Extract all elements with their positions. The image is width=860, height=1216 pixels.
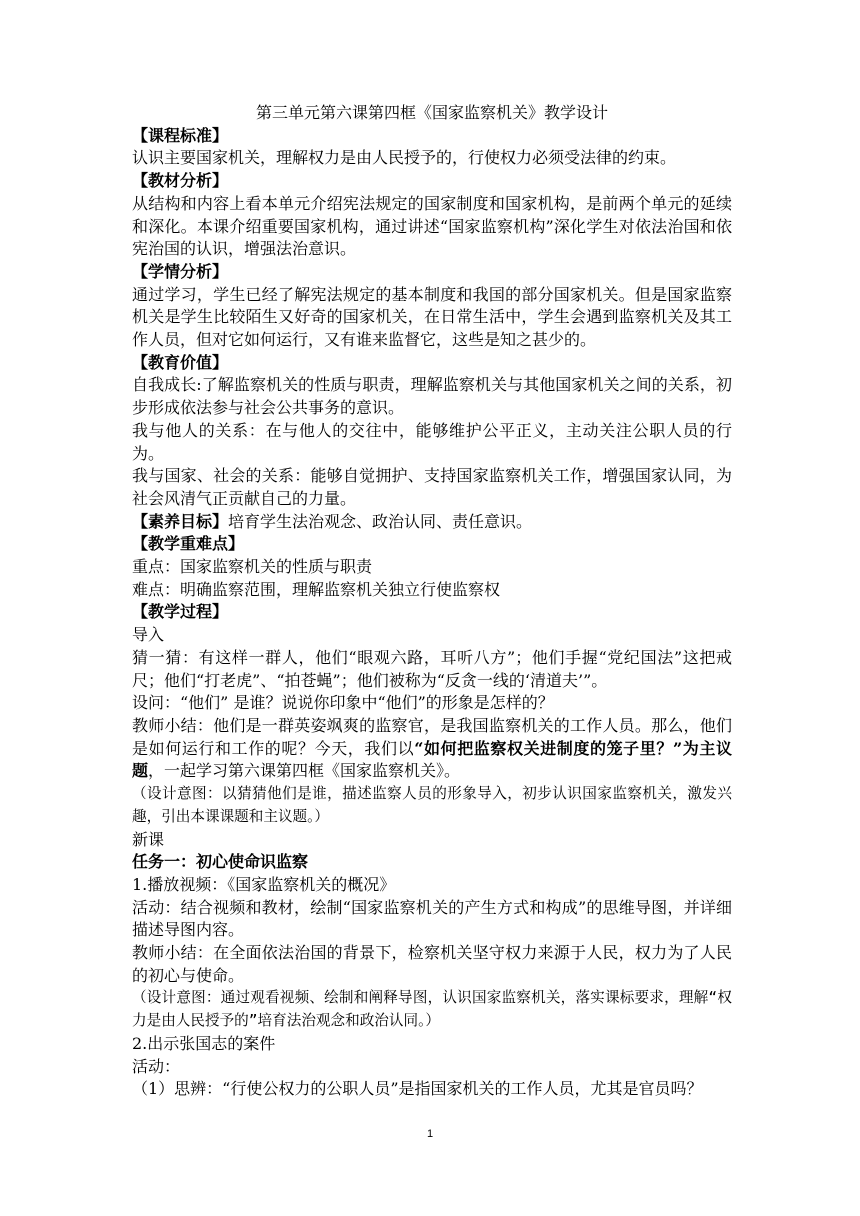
heading-education-value: 【教育价值】 [132,352,229,372]
paragraph-value-others: 我与他人的关系：在与他人的交往中，能够维护公平正义，主动关注公职人员的行为。 [132,420,732,463]
paragraph-literacy-goal [132,511,732,534]
heading-task-one: 任务一：初心使命识监察 [132,852,309,872]
page-number: 1 [426,1128,434,1140]
paragraph-intro-label: 导入 [132,625,165,645]
heading-student-analysis: 【学情分析】 [132,261,229,281]
summary-text-b: ，一起学习第六课第四框《国家监察机关》。 [148,761,461,781]
paragraph-teacher-summary-2: 教师小结：在全面依法治国的背景下，检察机关坚守权力来源于人民，权力为了人民的初心与使命。 [132,943,732,985]
summary-main-topic: “如何把监察权关进制度的笼子里？”为主议题 [132,738,732,781]
paragraph-think: （1）思辨：“行使公权力的公职人员”是指国家机关的工作人员，尤其是官员吗？ [132,1079,703,1099]
paragraph-value-self: 自我成长:了解监察机关的性质与职责，理解监察机关与其他国家机关之间的关系，初步形成依法参与社会公共事务的意识。 [132,375,732,418]
paragraph-question: 设问：“他们” 是谁？说说你印象中“他们”的形象是怎样的？ [132,693,554,713]
heading-course-standard: 【课程标准】 [132,125,229,145]
paragraph-design-intent-2: （设计意图：通过观看视频、绘制和阐释导图，认识国家监察机关，落实课标要求，理解“权力是由人民授予的”培育法治观念和政治认同。） [132,989,732,1030]
paragraph-video: 1.播放视频：《国家监察机关的概况》 [132,874,396,894]
paragraph-difficulty: 难点：明确监察范围，理解监察机关独立行使监察权 [132,579,501,599]
paragraph-value-country: 我与国家、社会的关系：能够自觉拥护、支持国家监察机关工作，增强国家认同，为社会风清气正贡献自己的力量。 [132,466,732,508]
literacy-goal-text: 培育学生法治观念、政治认同、责任意识。 [228,511,533,531]
heading-teaching-process: 【教学过程】 [132,602,229,622]
paragraph-teacher-summary-1 [132,715,732,783]
summary-text-a: 教师小结：他们是一群英姿飒爽的监察官，是我国监察机关的工作人员。那么，他们是如何运行和工作的呢？今天，我们以 [132,715,732,758]
paragraph-student-analysis: 通过学习，学生已经了解宪法规定的基本制度和我国的部分国家机关。但是国家监察机关是学生比较陌生又好奇的国家机关，在日常生活中，学生会遇到监察机关及其工作人员，但对它如何运行，又有谁来监督它，这些是知之甚少的。 [132,284,732,350]
paragraph-course-standard: 认识主要国家机关，理解权力是由人民授予的，行使权力必须受法律的约束。 [132,148,677,168]
paragraph-key-point: 重点：国家监察机关的性质与职责 [132,557,373,577]
document-body [132,102,732,1101]
paragraph-guess: 猜一猜：有这样一群人，他们“眼观六路，耳听八方”；他们手握“党纪国法”这把戒尺；他们“打老虎”、“拍苍蝇”；他们被称为“反贪一线的‘清道夫’”。 [132,647,732,690]
paragraph-activity-label: 活动： [132,1056,181,1076]
document-title: 第三单元第六课第四框《国家监察机关》教学设计 [255,103,608,122]
paragraph-design-intent-1: （设计意图：以猜猜他们是谁，描述监察人员的形象导入，初步认识国家监察机关，激发兴趣，引出本课课题和主议题。） [132,785,732,825]
paragraph-textbook-analysis: 从结构和内容上看本单元介绍宪法规定的国家制度和国家机构，是前两个单元的延续和深化。本课介绍重要国家机构，通过讲述“国家监察机构”深化学生对依法治国和依宪治国的认识，增强法治意识。 [132,193,732,259]
heading-literacy-goal: 【素养目标】 [132,511,229,531]
heading-key-difficulty: 【教学重难点】 [132,534,245,554]
paragraph-activity-1: 活动：结合视频和教材，绘制“国家监察机关的产生方式和构成”的思维导图，并详细描述导图内容。 [132,897,732,940]
heading-textbook-analysis: 【教材分析】 [132,171,229,191]
paragraph-case: 2.出示张国志的案件 [132,1033,276,1053]
paragraph-new-lesson: 新课 [132,829,165,849]
